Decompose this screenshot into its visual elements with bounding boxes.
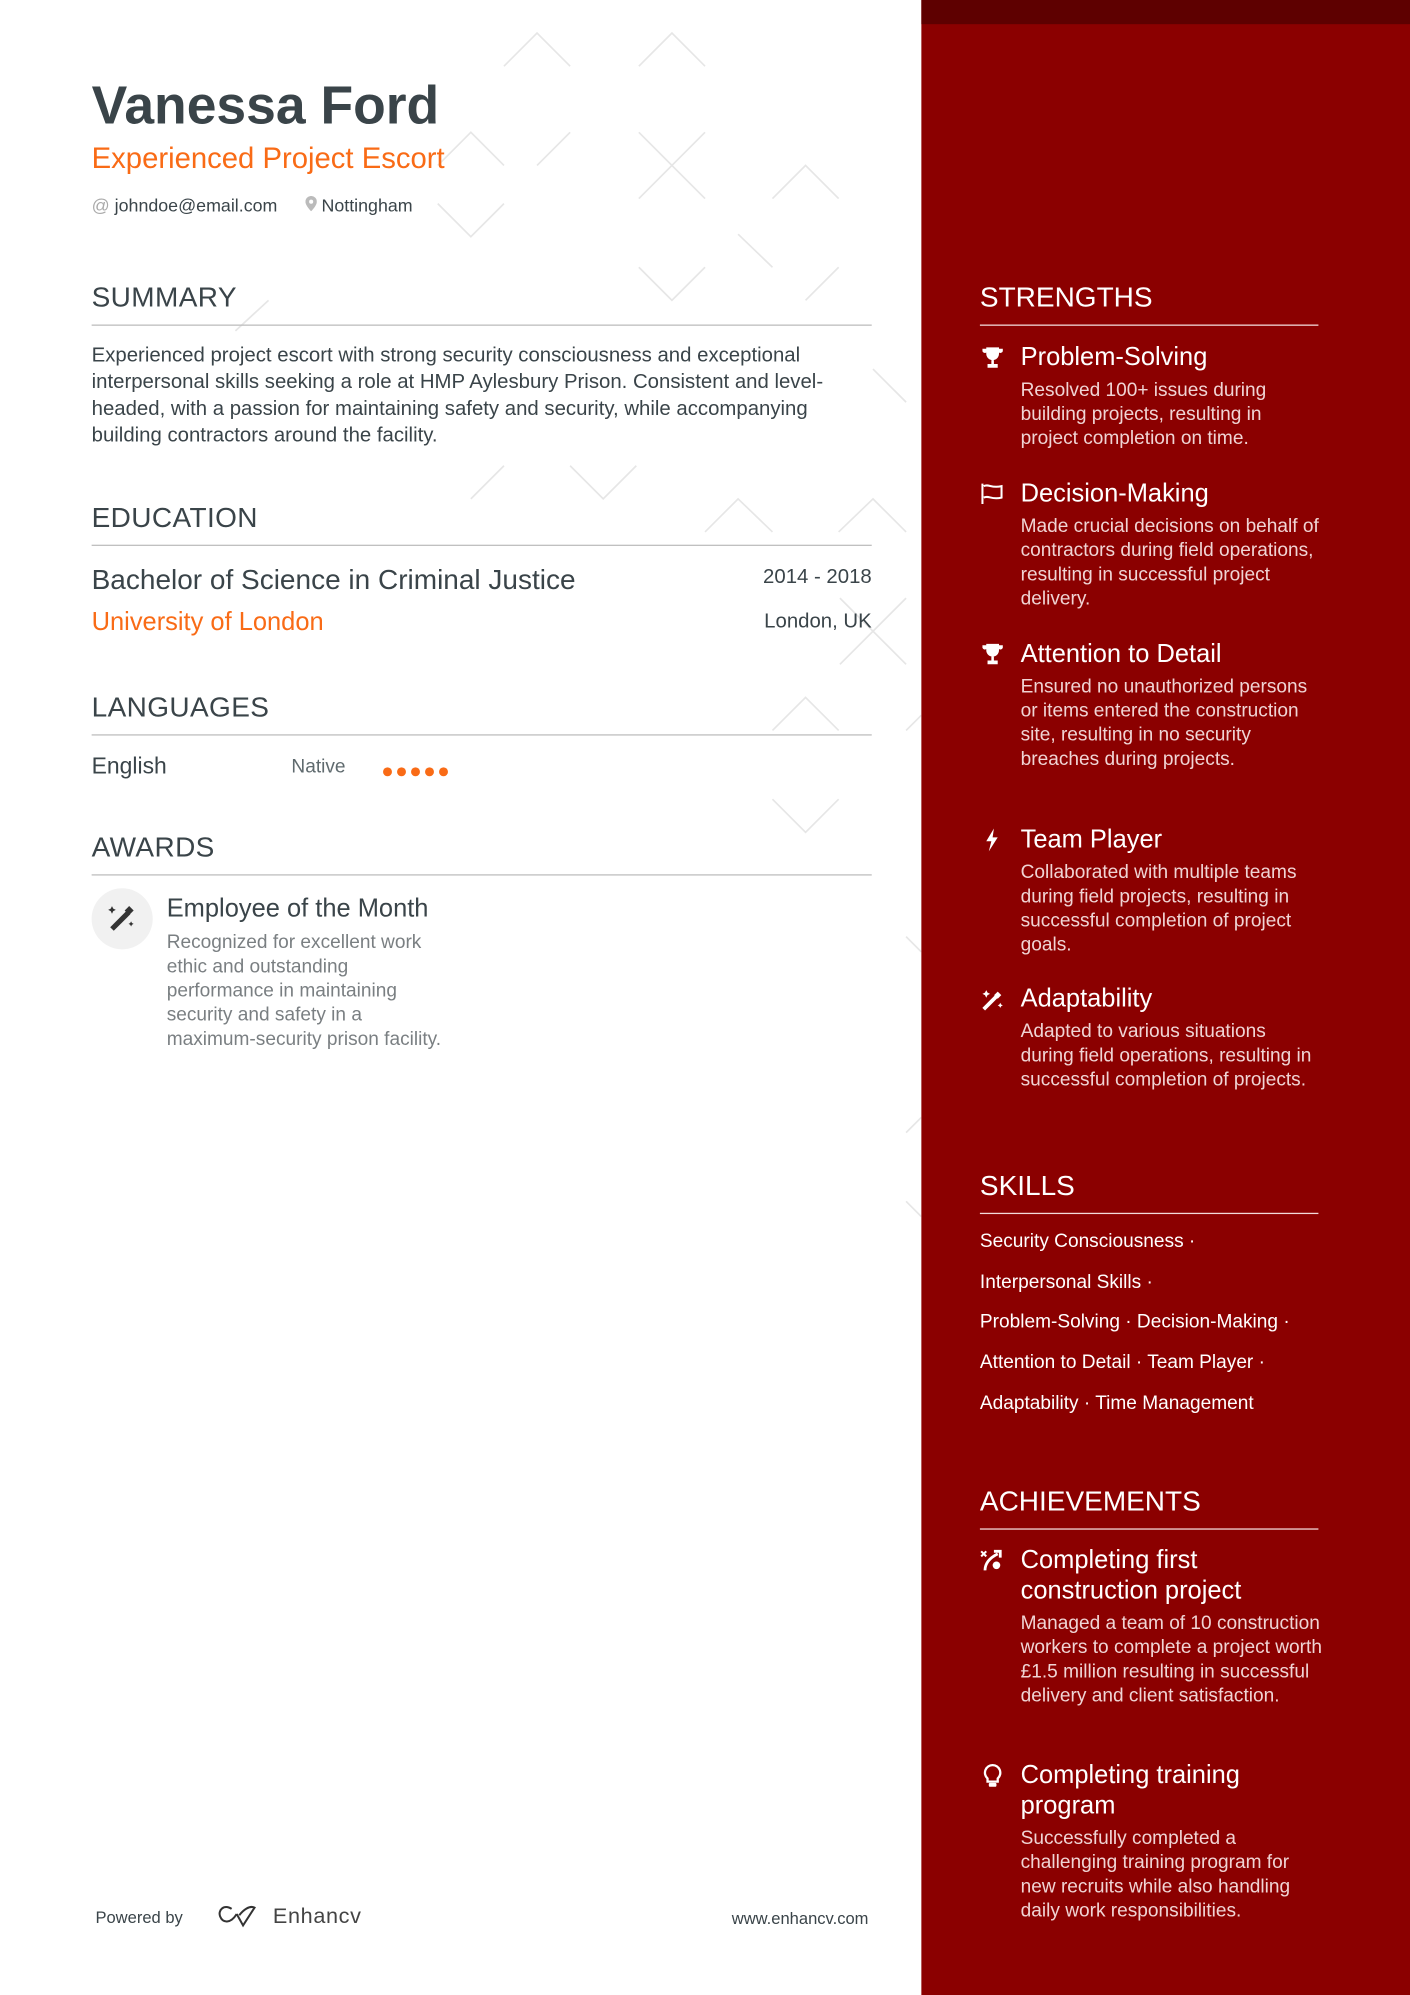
rating-dot	[439, 767, 448, 776]
achievements-description: Successfully completed a challenging training program for new recruits while also handling daily work responsibilities.	[1020, 1827, 1291, 1922]
achievements-title: Completing training program	[1020, 1761, 1240, 1820]
magic-wand-icon	[980, 986, 1005, 1011]
contact-row	[92, 193, 413, 216]
strengths-heading: STRENGTHS	[980, 281, 1319, 326]
powered-by-label: Powered by	[95, 1907, 183, 1927]
strengths-item	[980, 825, 1324, 957]
strengths-title: Adaptability	[1020, 984, 1153, 1013]
summary-heading: SUMMARY	[92, 281, 872, 326]
trophy-icon	[980, 345, 1005, 370]
strengths-description: Collaborated with multiple teams during field projects, resulting in successful completion of project goals.	[1020, 861, 1297, 956]
strengths-title: Team Player	[1020, 825, 1163, 854]
location-text: Nottingham	[321, 194, 413, 216]
achievements-heading: ACHIEVEMENTS	[980, 1485, 1319, 1530]
location-pin-icon	[305, 196, 316, 211]
strengths-item	[980, 639, 1324, 771]
skill-line: Adaptability · Time Management	[979, 1391, 1254, 1414]
education-dates: 2014 - 2018	[763, 566, 872, 588]
rating-dot	[411, 767, 420, 776]
skill-line: Security Consciousness ·	[979, 1230, 1196, 1253]
strengths-description: Resolved 100+ issues during building projects, resulting in project completion on time.	[1020, 379, 1267, 450]
strengths-title: Problem-Solving	[1020, 343, 1208, 372]
candidate-title: Experienced Project Escort	[91, 141, 445, 175]
languages-heading: LANGUAGES	[92, 691, 872, 736]
rating-dot	[425, 767, 434, 776]
enhancv-logo-icon	[216, 1904, 267, 1929]
language-level: Native	[291, 755, 346, 778]
sidebar-top-bar	[921, 0, 1410, 24]
strategy-icon	[980, 1547, 1005, 1572]
awards-heading: AWARDS	[92, 831, 872, 876]
strengths-description: Ensured no unauthorized persons or items entered the construction site, resulting in no security breaches during projects.	[1020, 675, 1308, 770]
candidate-name: Vanessa Ford	[91, 75, 440, 135]
strengths-item	[980, 984, 1324, 1092]
email-link[interactable]: johndoe@email.com	[114, 194, 278, 216]
language-rating	[383, 760, 453, 783]
skill-line: Attention to Detail · Team Player ·	[979, 1351, 1265, 1374]
strengths-item	[980, 342, 1324, 450]
enhancv-logo[interactable]	[216, 1904, 361, 1929]
strengths-title: Attention to Detail	[1020, 640, 1222, 669]
skill-line: Interpersonal Skills ·	[979, 1270, 1153, 1293]
achievements-description: Managed a team of 10 construction workers to complete a project worth £1.5 million resulting in successful delivery and client satisfaction.	[1020, 1612, 1322, 1707]
bolt-icon	[980, 827, 1005, 852]
achievements-title: Completing first construction project	[1020, 1546, 1242, 1605]
school: University of London	[91, 608, 324, 637]
magic-wand-icon	[92, 888, 153, 949]
rating-dot	[397, 767, 406, 776]
summary-text: Experienced project escort with strong security consciousness and exceptional interpersonal skills seeking a role at HMP Aylesbury Prison. Consistent and level-headed, with a passion for maintaining safety and security, while accompanying building contractors around the facility.	[91, 344, 824, 447]
achievements-item	[980, 1760, 1324, 1923]
enhancv-url[interactable]: www.enhancv.com	[731, 1908, 869, 1928]
language-name: English	[91, 753, 167, 779]
skills-heading: SKILLS	[980, 1170, 1319, 1215]
degree: Bachelor of Science in Criminal Justice	[91, 563, 576, 596]
education-location: London, UK	[764, 610, 872, 633]
trophy-icon	[980, 641, 1005, 666]
strengths-item	[980, 478, 1324, 610]
strengths-description: Made crucial decisions on behalf of contractors during field operations, resulting in successful project delivery.	[1020, 515, 1319, 610]
flag-icon	[980, 481, 1005, 506]
at-icon: @	[91, 194, 110, 216]
achievements-item	[980, 1545, 1324, 1708]
skill-line: Problem-Solving · Decision-Making ·	[979, 1311, 1290, 1333]
lightbulb-icon	[980, 1763, 1005, 1788]
enhancv-brand: Enhancv	[272, 1903, 362, 1928]
strengths-description: Adapted to various situations during field operations, resulting in successful completion of projects.	[1020, 1020, 1312, 1091]
rating-dot	[383, 767, 392, 776]
award-description: Recognized for excellent work ethic and outstanding performance in maintaining security and safety in a maximum-security prison facility.	[166, 931, 442, 1050]
education-heading: EDUCATION	[92, 501, 872, 546]
strengths-title: Decision-Making	[1020, 479, 1209, 508]
award-title: Employee of the Month	[166, 894, 429, 923]
